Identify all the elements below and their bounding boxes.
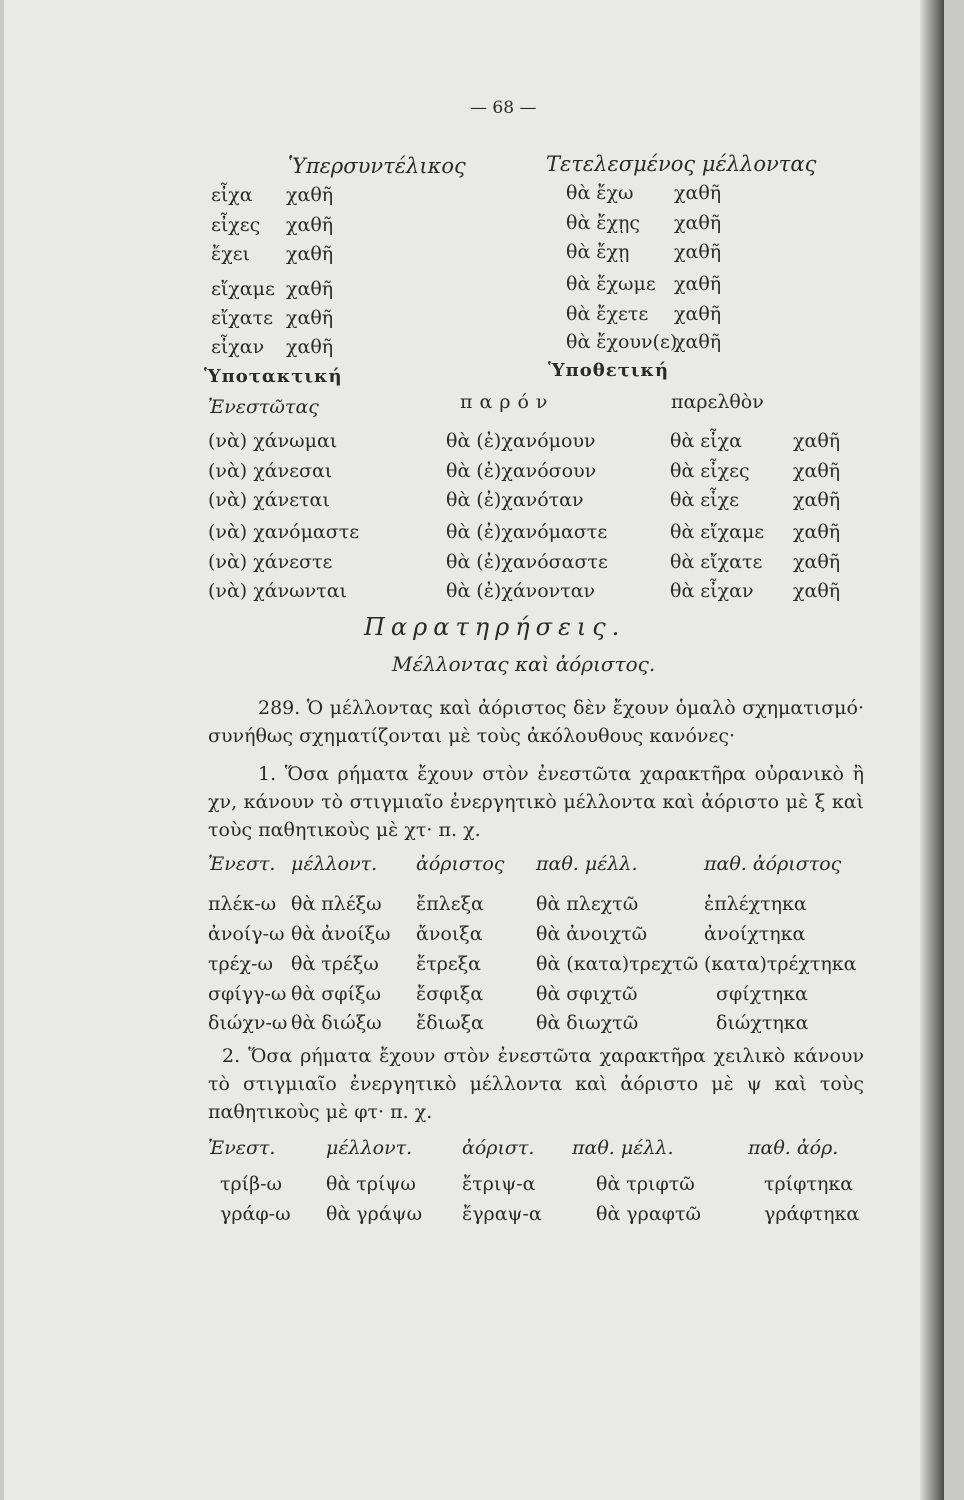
table-2-cell: ἔγραψ-α — [462, 1203, 542, 1225]
page-number: — 68 — — [470, 98, 537, 118]
subjunctive-form: (νὰ) χάνεστε — [208, 551, 333, 573]
table-1-cell: ἀνοίχτηκα — [704, 923, 806, 945]
table-1-header: ἀόριστος — [416, 853, 505, 875]
table-1-header: παθ. μέλλ. — [536, 853, 638, 875]
conditional-present-heading: παρόν — [460, 391, 555, 413]
conditional-past-participle: χαθῆ — [793, 580, 841, 602]
table-2-cell: γράφτηκα — [764, 1203, 860, 1225]
conditional-past-form: θὰ εἴχαμε — [670, 521, 765, 543]
conditional-past-form: θὰ εἶχα — [670, 430, 742, 452]
table-2-header: μέλλοντ. — [326, 1137, 413, 1159]
table-2-header: παθ. ἀόρ. — [748, 1137, 839, 1159]
table-2-cell: θὰ τρίψω — [326, 1173, 416, 1195]
future-perfect-participle: χαθῆ — [674, 303, 722, 325]
subjunctive-subheading: Ἐνεστῶτας — [208, 396, 319, 418]
table-2-cell: θὰ γράψω — [326, 1203, 423, 1225]
future-perfect-form: θὰ ἔχω — [566, 182, 634, 204]
conditional-past-form: θὰ εἴχατε — [670, 551, 763, 573]
conditional-present-form: θὰ (ἐ)χανόταν — [446, 489, 584, 511]
future-perfect-heading: Τετελεσμένος μέλλοντας — [546, 152, 817, 176]
table-1-cell: διώχτηκα — [716, 1012, 809, 1034]
future-perfect-form: θὰ ἔχετε — [566, 303, 649, 325]
pluperfect-form: ἔχει — [211, 243, 251, 265]
table-1-cell: θὰ πλέξω — [291, 893, 382, 915]
paragraph-289: 289. Ὁ μέλλοντας καὶ ἀόριστος δὲν ἔχουν ὁμαλὸ σχηματισμό· συνήθως σχηματίζονται μὲ τοὺς ἀκόλουθους κανόνες· — [208, 697, 864, 747]
table-1-cell: θὰ τρέξω — [291, 953, 379, 975]
future-perfect-participle: χαθῆ — [674, 331, 722, 353]
table-1-cell: θὰ ἀνοίξω — [291, 923, 391, 945]
table-1-cell: σφίγγ-ω — [208, 983, 287, 1005]
conditional-past-participle: χαθῆ — [793, 551, 841, 573]
conditional-present-form: θὰ (ἐ)χανόμαστε — [446, 521, 608, 543]
conditional-present-form: θὰ (ἐ)χανόμουν — [446, 430, 596, 452]
pluperfect-participle: χαθῆ — [286, 278, 334, 300]
table-1-cell: θὰ σφιχτῶ — [536, 983, 638, 1005]
table-2-cell: θὰ τριφτῶ — [596, 1173, 695, 1195]
future-perfect-form: θὰ ἔχουν(ε) — [566, 331, 678, 353]
table-2-cell: τρίφτηκα — [764, 1173, 854, 1195]
pluperfect-participle: χαθῆ — [286, 307, 334, 329]
table-1-cell: θὰ (κατα)τρεχτῶ — [536, 953, 699, 975]
table-2-header: Ἐνεστ. — [208, 1137, 276, 1159]
conditional-past-participle: χαθῆ — [793, 430, 841, 452]
table-1-cell: θὰ διωχτῶ — [536, 1012, 639, 1034]
conditional-past-heading: παρελθὸν — [671, 391, 764, 413]
conditional-past-form: θὰ εἶχες — [670, 460, 750, 482]
table-1-cell: θὰ διώξω — [291, 1012, 382, 1034]
table-1-cell: θὰ σφίξω — [291, 983, 381, 1005]
conditional-past-form: θὰ εἶχε — [670, 489, 739, 511]
table-1-cell: τρέχ-ω — [208, 953, 273, 975]
conditional-past-participle: χαθῆ — [793, 460, 841, 482]
future-perfect-participle: χαθῆ — [674, 212, 722, 234]
future-perfect-participle: χαθῆ — [674, 182, 722, 204]
subjunctive-form: (νὰ) χάνωμαι — [208, 430, 338, 452]
table-1-cell: (κατα)τρέχτηκα — [704, 953, 857, 975]
conditional-present-form: θὰ (ἐ)χανόσαστε — [446, 551, 608, 573]
pluperfect-form: εἴχαμε — [211, 278, 275, 300]
conditional-heading: Ὑποθετική — [548, 360, 670, 381]
future-perfect-participle: χαθῆ — [674, 273, 722, 295]
conditional-past-form: θὰ εἶχαν — [670, 580, 754, 602]
table-1-cell: πλέκ-ω — [208, 893, 277, 915]
table-1-cell: ἔτρεξα — [416, 953, 482, 975]
table-2-cell: γράφ-ω — [220, 1203, 291, 1225]
observations-heading: Παρατηρήσεις. — [364, 613, 626, 641]
table-1-cell: θὰ πλεχτῶ — [536, 893, 639, 915]
conditional-past-participle: χαθῆ — [793, 489, 841, 511]
table-1-cell: ἐπλέχτηκα — [704, 893, 807, 915]
table-2-cell: ἔτριψ-α — [462, 1173, 536, 1195]
table-1-cell: ἔσφιξα — [416, 983, 484, 1005]
rule-1-text: 1. Ὅσα ρήματα ἔχουν στὸν ἐνεστῶτα χαρακτῆρα οὐρανικὸ ἢ χν, κάνουν τὸ στιγμιαῖο ἐνεργητικὸ μέλλοντα καὶ ἀόριστο μὲ ξ καὶ τοὺς παθητικοὺς μὲ χτ· π. χ. — [208, 763, 864, 841]
pluperfect-participle: χαθῆ — [286, 184, 334, 206]
table-1-cell: θὰ ἀνοιχτῶ — [536, 923, 648, 945]
table-2-cell: θὰ γραφτῶ — [596, 1203, 701, 1225]
pluperfect-form: εἶχαν — [211, 336, 265, 358]
table-1-cell: ἔδιωξα — [416, 1012, 484, 1034]
subjunctive-form: (νὰ) χάνωνται — [208, 580, 347, 602]
table-2-header: παθ. μέλλ. — [572, 1137, 674, 1159]
conditional-present-form: θὰ (ἐ)χανόσουν — [446, 460, 597, 482]
table-2-cell: τρίβ-ω — [220, 1173, 283, 1195]
subjunctive-form: (νὰ) χανόμαστε — [208, 521, 360, 543]
pluperfect-heading: Ὑπερσυντέλικος — [288, 154, 466, 178]
pluperfect-participle: χαθῆ — [286, 243, 334, 265]
table-1-cell: ἄνοιξα — [416, 923, 483, 945]
observations-subheading: Μέλλοντας καὶ ἀόριστος. — [392, 652, 656, 676]
rule-2-text: 2. Ὅσα ρήματα ἔχουν στὸν ἐνεστῶτα χαρακτῆρα χειλικὸ κάνουν τὸ στιγμιαῖο ἐνεργητικὸ μέλλοντα καὶ ἀόριστο μὲ ψ καὶ τοὺς παθητικοὺς μὲ φτ· π. χ. — [208, 1045, 864, 1123]
pluperfect-form: εἶχες — [211, 214, 261, 236]
conditional-present-form: θὰ (ἐ)χάνονταν — [446, 580, 596, 602]
future-perfect-form: θὰ ἔχῃ — [566, 241, 630, 263]
pluperfect-participle: χαθῆ — [286, 214, 334, 236]
subjunctive-form: (νὰ) χάνεσαι — [208, 460, 333, 482]
table-1-header: παθ. ἀόριστος — [704, 853, 842, 875]
table-1-cell: ἔπλεξα — [416, 893, 484, 915]
future-perfect-form: θὰ ἔχῃς — [566, 212, 641, 234]
future-perfect-participle: χαθῆ — [674, 241, 722, 263]
pluperfect-participle: χαθῆ — [286, 336, 334, 358]
table-1-cell: ἀνοίγ-ω — [208, 923, 285, 945]
table-1-header: Ἐνεστ. — [208, 853, 276, 875]
future-perfect-form: θὰ ἔχωμε — [566, 273, 656, 295]
conditional-past-participle: χαθῆ — [793, 521, 841, 543]
table-1-header: μέλλοντ. — [291, 853, 378, 875]
table-2-header: ἀόριστ. — [462, 1137, 535, 1159]
table-1-cell: σφίχτηκα — [716, 983, 808, 1005]
pluperfect-form: εἶχα — [211, 184, 253, 206]
subjunctive-heading: Ὑποτακτική — [204, 366, 343, 387]
subjunctive-form: (νὰ) χάνεται — [208, 489, 330, 511]
book-page — [4, 0, 944, 1500]
table-1-cell: διώχν-ω — [208, 1012, 288, 1034]
pluperfect-form: εἴχατε — [211, 307, 273, 329]
